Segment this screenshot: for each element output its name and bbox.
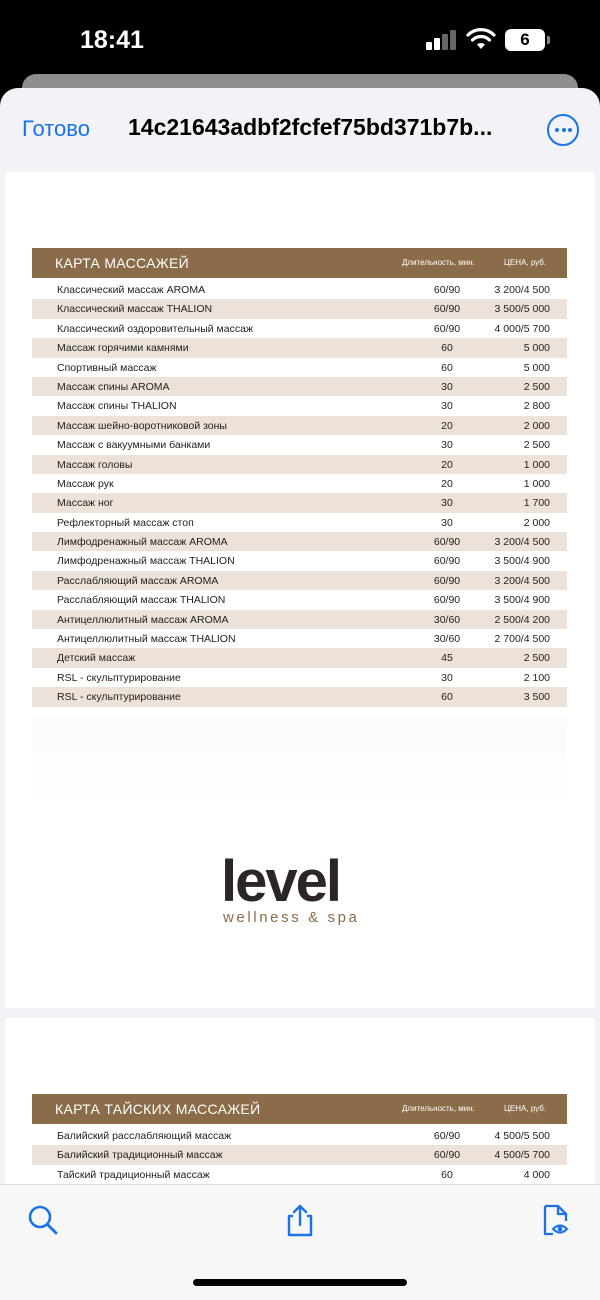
service-name: Массаж головы: [57, 458, 133, 471]
table-row: [32, 629, 567, 648]
table-row: [32, 299, 567, 318]
service-price: 2 500: [523, 652, 550, 665]
service-duration: 60: [441, 361, 453, 374]
service-duration: 30/60: [433, 613, 461, 626]
table-row: [32, 280, 567, 299]
table-row: [32, 435, 567, 454]
table-row: [32, 532, 567, 551]
service-name: Спортивный массаж: [57, 361, 157, 374]
service-name: Лимфодренажный массаж AROMA: [57, 536, 228, 549]
service-duration: 60/90: [433, 1149, 461, 1162]
table-row: [32, 668, 567, 687]
service-price: 4 500/5 700: [494, 1149, 550, 1162]
service-price: 3 500/4 900: [494, 555, 550, 568]
table-title: КАРТА МАССАЖЕЙ: [55, 255, 189, 271]
service-name: Массаж горячими камнями: [57, 342, 189, 355]
status-time: 18:41: [80, 26, 144, 54]
battery-level: 6: [520, 30, 530, 49]
table-row: [32, 455, 567, 474]
document-title: 14c21643adbf2fcfef75bd371b7b...: [128, 114, 493, 140]
service-duration: 30: [441, 400, 453, 413]
more-options-icon[interactable]: [547, 114, 579, 146]
service-price: 3 500/5 000: [494, 303, 550, 316]
service-price: 2 100: [523, 671, 550, 684]
service-duration: 30: [441, 516, 453, 529]
home-indicator[interactable]: [193, 1279, 407, 1286]
table-row: [32, 571, 567, 590]
service-duration: 20: [441, 458, 453, 471]
service-duration: 60/90: [433, 594, 461, 607]
pdf-page-1[interactable]: [5, 172, 595, 1008]
table-row: [32, 551, 567, 570]
service-duration: 20: [441, 477, 453, 490]
service-duration: 30: [441, 439, 453, 452]
table-row: [32, 416, 567, 435]
table-row: [32, 1126, 567, 1145]
table-row: [32, 1145, 567, 1164]
service-duration: 30: [441, 497, 453, 510]
service-name: Рефлекторный массаж стоп: [57, 516, 194, 529]
thai-table-body: [32, 1126, 567, 1184]
service-duration: 30: [441, 671, 453, 684]
service-price: 1 000: [523, 477, 550, 490]
service-price: 1 000: [523, 458, 550, 471]
duration-column-header: Длительность, мин.: [402, 1104, 475, 1113]
service-duration: 60/90: [433, 322, 461, 335]
service-price: 2 500: [523, 439, 550, 452]
service-name: Массаж с вакуумными банками: [57, 439, 211, 452]
service-price: 2 500/4 200: [494, 613, 550, 626]
table-row: [32, 493, 567, 512]
table-row: [32, 396, 567, 415]
price-column-header: ЦЕНА, руб.: [504, 258, 547, 267]
table-row: [32, 338, 567, 357]
service-price: 3 500/4 900: [494, 594, 550, 607]
wifi-icon: [466, 27, 496, 51]
table-title: КАРТА ТАЙСКИХ МАССАЖЕЙ: [55, 1101, 261, 1117]
battery-cap: [547, 36, 550, 44]
service-duration: 60: [441, 691, 453, 704]
service-price: 3 200/4 500: [494, 284, 550, 296]
markup-icon[interactable]: [539, 1203, 573, 1237]
service-duration: 20: [441, 419, 453, 432]
table-row: [32, 1165, 567, 1184]
service-duration: 30/60: [433, 633, 461, 646]
service-price: 2 000: [523, 516, 550, 529]
service-duration: 60/90: [433, 1130, 461, 1142]
service-price: 2 800: [523, 400, 550, 413]
service-name: Массаж спины AROMA: [57, 380, 170, 393]
service-name: Массаж рук: [57, 477, 114, 490]
service-name: Массаж ног: [57, 497, 114, 510]
service-duration: 60/90: [433, 303, 461, 316]
level-logo: [221, 849, 381, 942]
service-price: 2 000: [523, 419, 550, 432]
table-row: [32, 358, 567, 377]
service-name: Классический массаж AROMA: [57, 284, 206, 296]
service-price: 1 700: [523, 497, 550, 510]
service-name: Массаж шейно-воротниковой зоны: [57, 419, 227, 432]
service-name: Антицеллюлитный массаж THALION: [57, 633, 236, 646]
service-name: Тайский традиционный массаж: [57, 1168, 210, 1181]
service-name: Расслабляющий массаж THALION: [57, 594, 226, 607]
service-name: Детский массаж: [57, 652, 136, 665]
service-price: 3 200/4 500: [494, 536, 550, 549]
battery-icon: [505, 29, 545, 51]
thai-table-header: [32, 1094, 567, 1124]
service-name: Массаж спины THALION: [57, 400, 177, 413]
service-duration: 60: [441, 342, 453, 355]
search-icon[interactable]: [26, 1203, 60, 1237]
service-price: 2 700/4 500: [494, 633, 550, 646]
service-price: 4 500/5 500: [494, 1130, 550, 1142]
nav-bar: [0, 88, 600, 170]
table-row: [32, 590, 567, 609]
service-price: 2 500: [523, 380, 550, 393]
service-name: Расслабляющий массаж AROMA: [57, 574, 219, 587]
service-duration: 45: [441, 652, 453, 665]
logo-tagline: wellness & spa: [223, 909, 360, 926]
bottom-toolbar: [0, 1184, 600, 1300]
service-name: RSL - скульптурирование: [57, 691, 181, 704]
table-row: [32, 319, 567, 338]
table-row: [32, 474, 567, 493]
service-price: 4 000: [523, 1168, 550, 1181]
page-spacer: [32, 717, 567, 807]
service-name: Балийский традиционный массаж: [57, 1149, 223, 1162]
logo-wordmark: level: [221, 849, 340, 914]
massage-table-header: [32, 248, 567, 278]
table-row: [32, 648, 567, 667]
duration-column-header: Длительность, мин.: [402, 258, 475, 267]
service-price: 5 000: [523, 361, 550, 374]
table-row: [32, 687, 567, 706]
service-duration: 60/90: [433, 574, 461, 587]
service-name: Лимфодренажный массаж THALION: [57, 555, 235, 568]
service-price: 4 000/5 700: [494, 322, 550, 335]
document-viewer: [0, 88, 600, 1300]
service-price: 3 200/4 500: [494, 574, 550, 587]
service-price: 5 000: [523, 342, 550, 355]
service-duration: 60: [441, 1168, 453, 1181]
cellular-signal-icon: [426, 30, 456, 50]
service-name: Классический оздоровительный массаж: [57, 322, 253, 335]
service-name: Классический массаж THALION: [57, 303, 213, 316]
service-duration: 30: [441, 380, 453, 393]
table-row: [32, 377, 567, 396]
service-duration: 60/90: [433, 555, 461, 568]
service-name: RSL - скульптурирование: [57, 671, 181, 684]
service-name: Балийский расслабляющий массаж: [57, 1130, 232, 1142]
status-bar: [0, 0, 600, 70]
table-row: [32, 513, 567, 532]
price-column-header: ЦЕНА, руб.: [504, 1104, 547, 1113]
share-icon[interactable]: [283, 1203, 317, 1237]
massage-table-body: [32, 280, 567, 707]
done-button[interactable]: Готово: [22, 116, 90, 141]
service-duration: 60/90: [433, 536, 461, 549]
table-row: [32, 610, 567, 629]
service-duration: 60/90: [433, 284, 461, 296]
service-price: 3 500: [523, 691, 550, 704]
service-name: Антицеллюлитный массаж AROMA: [57, 613, 229, 626]
